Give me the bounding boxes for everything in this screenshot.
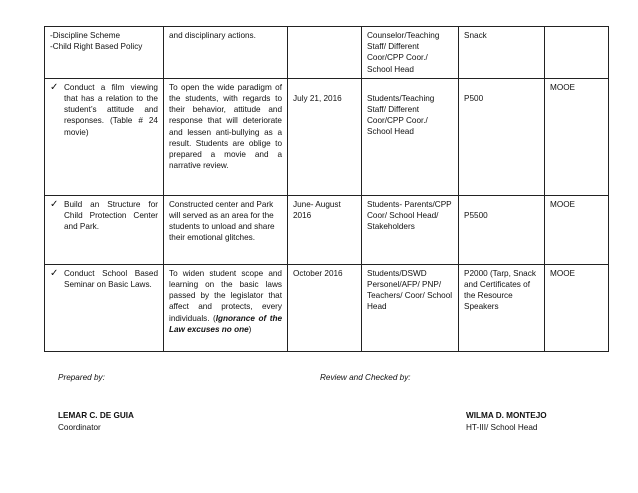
table-row [45, 195, 609, 264]
preparer-title: Coordinator [58, 423, 101, 432]
objective-emphasis: Ignorance of the Law excuses no one [169, 313, 282, 334]
activity-cell [45, 195, 164, 264]
time-text: October 2016 [293, 268, 343, 278]
persons-cell [362, 27, 459, 79]
activity-line: -Discipline Scheme [50, 31, 121, 40]
resources-text: Snack [464, 31, 487, 40]
resources-text: P2000 (Tarp, Snack and Certificates of the Resource Speakers [464, 268, 536, 312]
objective-cell [164, 264, 288, 351]
objective-text: To open the wide paradigm of the students, with regards to their behavior, attitude and response that will deteriorate and lessen anti-bullying as a result. Students are oblige to prepared a movie and a narrative review. [169, 82, 282, 171]
checkmark-icon: ✓ [50, 81, 59, 93]
persons-text: Students/DSWD Personel/AFP/ PNP/ Teachers/ Coor/ School Head [367, 268, 453, 312]
objective-cell [164, 78, 288, 195]
resources-cell [459, 78, 545, 195]
resources-cell [459, 27, 545, 79]
source-text: MOOE [550, 268, 576, 278]
objective-text: Constructed center and Park will served as an area for the students to unload and share their emotional glitches. [169, 199, 275, 243]
action-plan-table [44, 26, 609, 352]
time-cell [288, 195, 362, 264]
resources-text: P5500 [464, 210, 488, 220]
persons-text: Students/Teaching Staff/ Different Coor/CPP Coor./ School Head [367, 93, 435, 137]
objective-text: To widen student scope and learning on the basic laws passed by the legislator that affect and protects, every individuals. ( [169, 268, 282, 323]
source-cell [545, 27, 609, 79]
time-cell [288, 264, 362, 351]
checkmark-icon: ✓ [50, 267, 59, 279]
table-row [45, 78, 609, 195]
activity-text: Conduct School Based Seminar on Basic Laws. [64, 268, 158, 290]
source-cell [545, 264, 609, 351]
resources-cell [459, 264, 545, 351]
persons-text: Counselor/Teaching Staff/ Different Coor/CPP Coor./ School Head [367, 31, 440, 74]
reviewed-by-label: Review and Checked by: [320, 373, 411, 382]
table-row [45, 27, 609, 79]
time-cell [288, 27, 362, 79]
persons-cell [362, 78, 459, 195]
activity-text: Conduct a film viewing that has a relation to the student’s attitude and responses. (Table # 24 movie) [64, 82, 158, 137]
time-text: June- August 2016 [293, 199, 341, 221]
objective-cell [164, 195, 288, 264]
objective-text: and disciplinary actions. [169, 31, 256, 40]
checkmark-icon: ✓ [50, 198, 59, 210]
prepared-by-label: Prepared by: [58, 373, 105, 382]
source-cell [545, 78, 609, 195]
persons-text: Students- Parents/CPP Coor/ School Head/ Stakeholders [367, 199, 452, 232]
activity-text: Build an Structure for Child Protection Center and Park. [64, 199, 158, 232]
resources-text: P500 [464, 93, 484, 103]
reviewer-title: HT-III/ School Head [466, 423, 538, 432]
persons-cell [362, 264, 459, 351]
source-text: MOOE [550, 199, 576, 209]
activity-line: -Child Right Based Policy [50, 42, 143, 52]
table-row [45, 264, 609, 351]
persons-cell [362, 195, 459, 264]
preparer-name: LEMAR C. DE GUIA [58, 411, 134, 420]
source-text: MOOE [550, 82, 576, 92]
activity-cell [45, 27, 164, 79]
reviewer-name: WILMA D. MONTEJO [466, 411, 547, 420]
resources-cell [459, 195, 545, 264]
activity-cell [45, 264, 164, 351]
activity-cell [45, 78, 164, 195]
time-text: July 21, 2016 [293, 93, 342, 103]
time-cell [288, 78, 362, 195]
source-cell [545, 195, 609, 264]
objective-cell [164, 27, 288, 79]
objective-close: ) [248, 324, 252, 334]
